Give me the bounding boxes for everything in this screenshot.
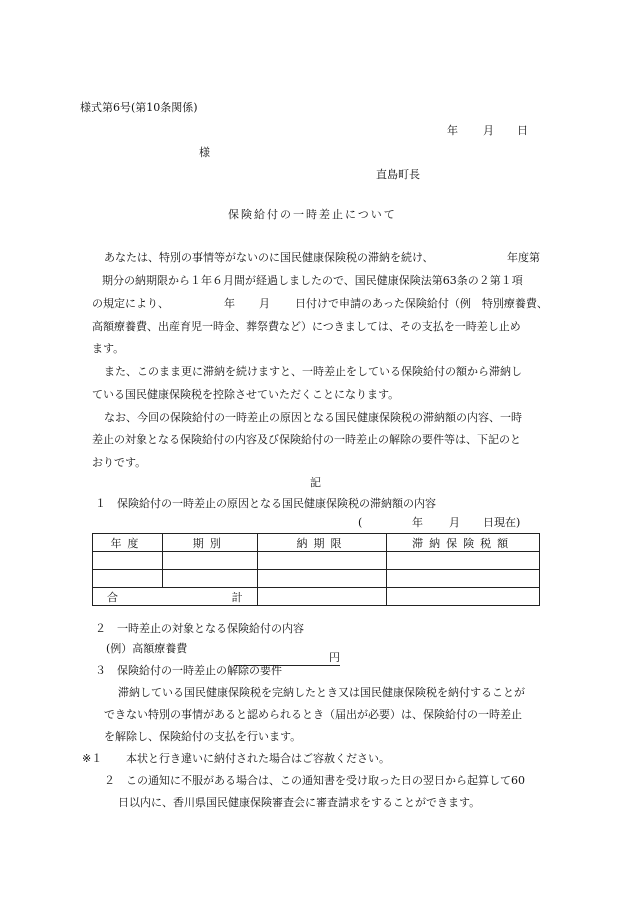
table-cell <box>257 552 387 570</box>
table-cell <box>387 570 540 588</box>
body-p3-line3: おりです。 <box>92 456 147 469</box>
date-day: 日 <box>517 124 528 137</box>
section3-line3: を解除し、保険給付の支払を行います。 <box>104 730 302 743</box>
table-cell <box>257 588 387 606</box>
body-p3-line1: なお、今回の保険給付の一時差止の原因となる国民健康保険税の滞納額の内容、一時 <box>104 411 522 424</box>
section2-example: (例）高額療養費 <box>106 642 188 655</box>
date-month: 月 <box>483 124 494 137</box>
section1-asof-month: 月 <box>449 516 460 529</box>
table-cell <box>387 552 540 570</box>
body-p3-line2: 差止の対象となる保険給付の内容及び保険給付の一時差止の解除の要件等は、下記のと <box>92 433 521 446</box>
table-header-row <box>93 534 540 552</box>
yen-unit: 円 <box>329 651 340 664</box>
body-p1-year: 年 <box>224 297 235 310</box>
table-cell <box>162 570 257 588</box>
table-cell <box>387 588 540 606</box>
date-year: 年 <box>447 124 458 137</box>
body-p1-line3a: の規定により、 <box>92 297 169 310</box>
table-cell <box>93 570 163 588</box>
table-total-row <box>93 588 540 606</box>
addressee-suffix: 様 <box>199 146 210 159</box>
ki-heading: 記 <box>310 476 321 489</box>
body-p1-month: 月 <box>259 297 270 310</box>
body-p1-line2: 期分の納期限から１年６月間が経過しましたので、国民健康保険法第63条の２第１項 <box>102 274 523 287</box>
body-p1-line1a: あなたは、特別の事情等がないのに国民健康保険税の滞納を続け、 <box>104 251 434 264</box>
col-header-due-date: 納期限 <box>257 534 387 552</box>
page-title: 保険給付の一時差止について <box>228 208 397 221</box>
section3-line1: 滞納している国民健康保険税を完納したとき又は国民健康保険税を納付することが <box>118 686 525 699</box>
table-cell <box>257 570 387 588</box>
section1-asof-day: 日現在) <box>483 516 521 529</box>
section1-asof-open: ( <box>358 516 363 529</box>
table-cell <box>93 552 163 570</box>
total-label-left: 合 <box>107 590 118 604</box>
issuer: 直島町長 <box>376 168 420 181</box>
note2-line2: 日以内に、香川県国民健康保険審査会に審査請求をすることができます。 <box>118 796 481 809</box>
body-p2-line2: ている国民健康保険税を控除させていただくことになります。 <box>92 388 400 401</box>
col-header-arrears-amount: 滞納保険税額 <box>387 534 540 552</box>
table-row <box>93 552 540 570</box>
note1-text: 本状と行き違いに納付された場合はご容赦ください。 <box>126 752 390 765</box>
body-p1-line4: 高額療養費、出産育児一時金、葬祭費など）につきましては、その支払を一時差し止め <box>92 320 521 333</box>
table-cell <box>162 552 257 570</box>
col-header-period: 期別 <box>162 534 257 552</box>
section3-line2: できない特別の事情があると認められるとき（届出が必要）は、保険給付の一時差止 <box>104 708 522 721</box>
note2-line1: この通知に不服がある場合は、この通知書を受け取った日の翌日から起算して60 <box>126 774 525 787</box>
note2-mark: ２ <box>104 774 115 787</box>
body-p1-line1b: 年度第 <box>507 251 540 264</box>
note1-mark: ※１ <box>82 752 103 765</box>
section2-heading: ２ 一時差止の対象となる保険給付の内容 <box>95 622 304 635</box>
total-label-right: 計 <box>231 590 243 604</box>
section3-heading: ３ 保険給付の一時差止の解除の要件 <box>95 664 282 677</box>
body-p1-line5: ます。 <box>92 342 125 355</box>
total-label-cell <box>93 588 258 606</box>
section1-asof-year: 年 <box>412 516 423 529</box>
arrears-table <box>92 533 540 606</box>
table-row <box>93 570 540 588</box>
body-p1-line3b: 日付けで申請のあった保険給付（例 特別療養費、 <box>295 297 548 310</box>
col-header-fiscal-year: 年度 <box>93 534 163 552</box>
body-p2-line1: また、このまま更に滞納を続けますと、一時差止をしている保険給付の額から滞納し <box>104 365 522 378</box>
form-label: 様式第6号(第10条関係) <box>80 101 198 114</box>
section1-heading: １ 保険給付の一時差止の原因となる国民健康保険税の滞納額の内容 <box>95 497 436 510</box>
